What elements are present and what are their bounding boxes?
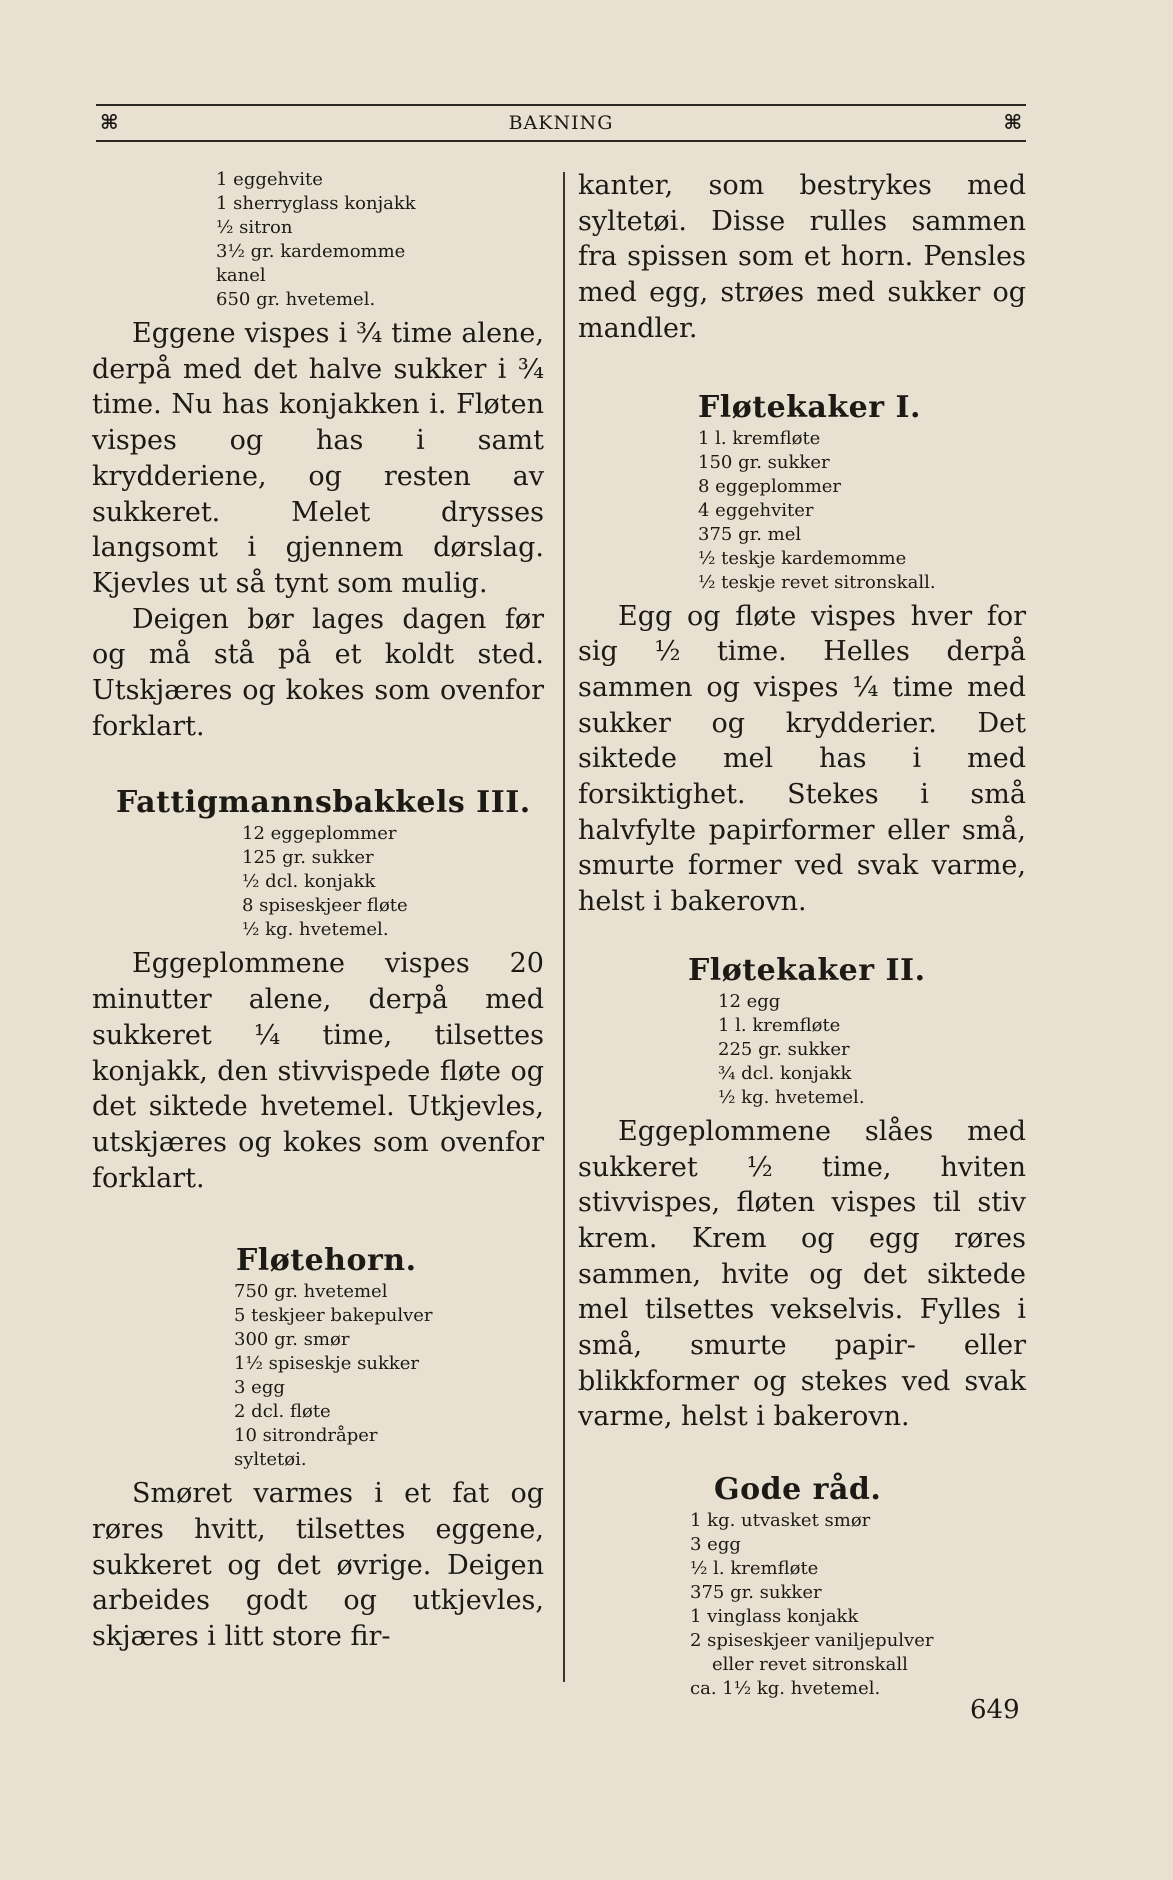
ingredient-line: 3 egg <box>234 1377 285 1399</box>
ingredient-line: 225 gr. sukker <box>718 1038 850 1060</box>
ingredient-line: ½ teskje kardemomme <box>698 547 907 569</box>
ingredient-list <box>718 990 1026 1110</box>
recipe-heading: Fattigmannsbakkels III. <box>116 785 531 821</box>
column-divider <box>563 172 565 1682</box>
recipe-heading: Gode råd. <box>714 1472 882 1508</box>
ingredient-line: 2 spiseskjeer vaniljepulver <box>690 1630 934 1652</box>
ingredient-line: 8 eggeplommer <box>698 475 842 497</box>
ingredient-line: 1 l. kremfløte <box>718 1014 841 1036</box>
ingredient-line: 1 l. kremfløte <box>698 427 821 449</box>
header-ornament-left: ⌘ <box>100 110 119 134</box>
ingredient-line: eller revet sitronskall <box>712 1654 908 1676</box>
ingredient-list <box>242 822 544 942</box>
ingredient-line: 300 gr. smør <box>234 1329 350 1351</box>
recipe-heading: Fløtekaker II. <box>688 952 926 988</box>
running-header <box>96 104 1026 142</box>
ingredient-line: ½ dcl. konjakk <box>242 871 376 893</box>
ingredient-line: 1 eggehvite <box>216 169 323 190</box>
ingredient-line: 12 eggeplommer <box>242 823 397 845</box>
ingredient-line: ½ teskje revet sitronskall. <box>698 571 936 593</box>
ingredient-line: 5 teskjeer bakepulver <box>234 1305 433 1327</box>
ingredient-line: 4 eggehviter <box>698 499 814 521</box>
ingredient-line: ¾ dcl. konjakk <box>718 1062 852 1084</box>
recipe-paragraph: Deigen bør lages dagen før og må stå på et koldt sted. Utskjæres og kokes som ovenfor forklart. <box>92 603 544 742</box>
ingredient-list <box>698 427 1026 595</box>
ingredient-line: 10 sitrondråper <box>234 1425 378 1447</box>
header-title: BAKNING <box>508 112 614 134</box>
page-number: 649 <box>970 1695 1020 1725</box>
recipe-paragraph: Eggeplommene slåes med sukkeret ½ time, hviten stivvispes, fløten vispes til stiv krem. Krem og egg røres sammen, hvite og det siktede mel tilsettes vekselvis. Fylles i små, smurte papir- eller blikkformer og stekes ved svak varme, helst i bakerovn. <box>578 1115 1026 1433</box>
ingredient-line: 150 gr. sukker <box>698 451 830 473</box>
ingredient-line: ca. 1½ kg. hvetemel. <box>690 1678 881 1700</box>
ingredient-line: 8 spiseskjeer fløte <box>242 895 408 917</box>
ingredient-line: 1½ spiseskje sukker <box>234 1353 420 1375</box>
ingredient-list <box>690 1509 1026 1701</box>
ingredient-line: 125 gr. sukker <box>242 847 374 869</box>
ingredient-line: 375 gr. sukker <box>690 1582 822 1604</box>
ingredient-line: kanel <box>216 265 266 286</box>
right-column <box>578 168 1026 1705</box>
ingredient-line: ½ sitron <box>216 217 293 238</box>
recipe-paragraph: Eggeplommene vispes 20 minutter alene, derpå med sukkeret ¼ time, tilsettes konjakk, den stivvispede fløte og det siktede hvetemel. Utkjevles, utskjæres og kokes som ovenfor forklart. <box>92 948 544 1194</box>
ingredient-list <box>234 1280 544 1472</box>
ingredient-line: ½ kg. hvetemel. <box>242 919 389 941</box>
recipe-paragraph: Egg og fløte vispes hver for sig ½ time. Helles derpå sammen og vispes ¼ time med sukker og krydderier. Det siktede mel has i med forsiktighet. Stekes i små halvfylte papirformer eller små, smurte former ved svak varme, helst i bakerovn. <box>578 600 1026 918</box>
header-ornament-right: ⌘ <box>1003 110 1022 134</box>
ingredient-line: syltetøi. <box>234 1449 307 1471</box>
ingredient-line: 1 sherryglass konjakk <box>216 193 416 214</box>
ingredient-list <box>216 168 544 312</box>
ingredient-line: 650 gr. hvetemel. <box>216 289 376 310</box>
recipe-paragraph: Smøret varmes i et fat og røres hvitt, tilsettes eggene, sukkeret og det øvrige. Deigen arbeides godt og utkjevles, skjæres i litt store fir- <box>92 1478 544 1653</box>
recipe-paragraph: kanter, som bestrykes med syltetøi. Disse rulles sammen fra spissen som et horn. Pensles med egg, strøes med sukker og mandler. <box>578 170 1026 344</box>
ingredient-line: ½ l. kremfløte <box>690 1558 819 1580</box>
ingredient-line: 2 dcl. fløte <box>234 1401 331 1423</box>
ingredient-line: 3½ gr. kardemomme <box>216 241 406 262</box>
ingredient-line: 750 gr. hvetemel <box>234 1281 388 1303</box>
ingredient-line: 1 kg. utvasket smør <box>690 1510 871 1532</box>
ingredient-line: 375 gr. mel <box>698 523 802 545</box>
ingredient-line: ½ kg. hvetemel. <box>718 1086 865 1108</box>
ingredient-line: 1 vinglass konjakk <box>690 1606 859 1628</box>
recipe-heading: Fløtehorn. <box>236 1243 417 1279</box>
recipe-heading: Fløtekaker I. <box>698 389 921 425</box>
ingredient-line: 12 egg <box>718 990 781 1012</box>
left-column <box>92 168 544 1655</box>
recipe-paragraph: Eggene vispes i ¾ time alene, derpå med det halve sukker i ¾ time. Nu has konjakken i. Fløten vispes og has i samt krydderiene, og resten av sukkeret. Melet drysses langsomt i gjennem dørslag. Kjevles ut så tynt som mulig. <box>92 318 544 599</box>
ingredient-line: 3 egg <box>690 1534 741 1556</box>
